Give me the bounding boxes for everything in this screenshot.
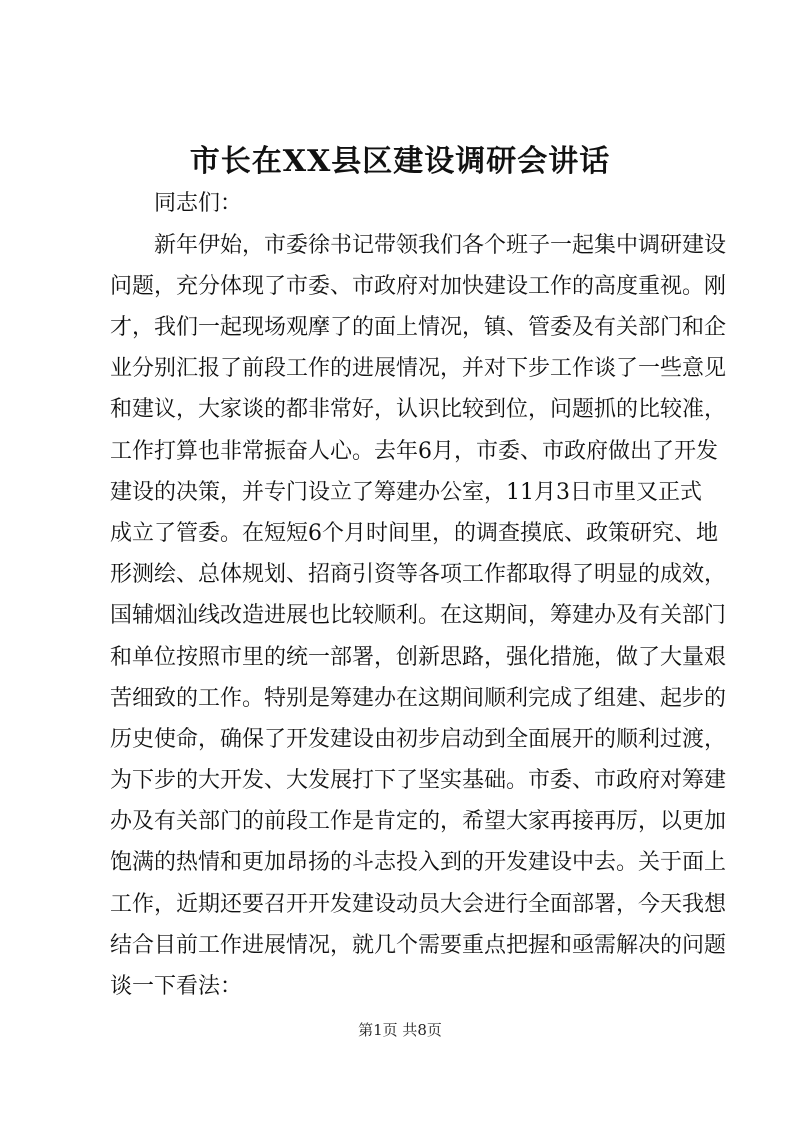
- salutation: 同志们：: [154, 191, 243, 216]
- body-line: 形测绘、总体规划、招商引资等各项工作都取得了明显的成效，: [110, 562, 727, 587]
- body-line: 工作打算也非常振奋人心。去年6月，市委、市政府做出了开发: [110, 439, 718, 464]
- body-line: 成立了管委。在短短6个月时间里，的调查摸底、政策研究、地: [110, 521, 718, 546]
- body-line: 工作，近期还要召开开发建设动员大会进行全面部署，今天我想: [110, 892, 727, 917]
- body-line: 办及有关部门的前段工作是肯定的，希望大家再接再厉，以更加: [110, 809, 727, 834]
- body-line: 国辅烟汕线改造进展也比较顺利。在这期间，筹建办及有关部门: [110, 603, 727, 628]
- body-line: 苦细致的工作。特别是筹建办在这期间顺利完成了组建、起步的: [110, 686, 727, 711]
- body-line: 和建议，大家谈的都非常好，认识比较到位，问题抓的比较准，: [110, 397, 727, 422]
- body-line: 才，我们一起现场观摩了的面上情况，镇、管委及有关部门和企: [110, 315, 727, 340]
- body-line: 和单位按照市里的统一部署，创新思路，强化措施，做了大量艰: [110, 645, 727, 670]
- body-line: 新年伊始，市委徐书记带领我们各个班子一起集中调研建设: [154, 233, 727, 258]
- body-line: 谈一下看法：: [110, 974, 243, 999]
- body-line: 为下步的大开发、大发展打下了坚实基础。市委、市政府对筹建: [110, 768, 727, 793]
- page-footer: 第1页 共8页: [358, 1021, 442, 1039]
- body-line: 结合目前工作进展情况，就几个需要重点把握和亟需解决的问题: [110, 933, 727, 958]
- document-title: 市长在XX县区建设调研会讲话: [189, 144, 611, 179]
- body-line: 饱满的热情和更加昂扬的斗志投入到的开发建设中去。关于面上: [110, 850, 727, 875]
- body-line: 建设的决策，并专门设立了筹建办公室，11月3日市里又正式: [110, 480, 702, 505]
- body-line: 业分别汇报了前段工作的进展情况，并对下步工作谈了一些意见: [110, 356, 727, 381]
- body-line: 问题，充分体现了市委、市政府对加快建设工作的高度重视。刚: [110, 274, 727, 299]
- body-line: 历史使命，确保了开发建设由初步启动到全面展开的顺利过渡，: [110, 727, 727, 752]
